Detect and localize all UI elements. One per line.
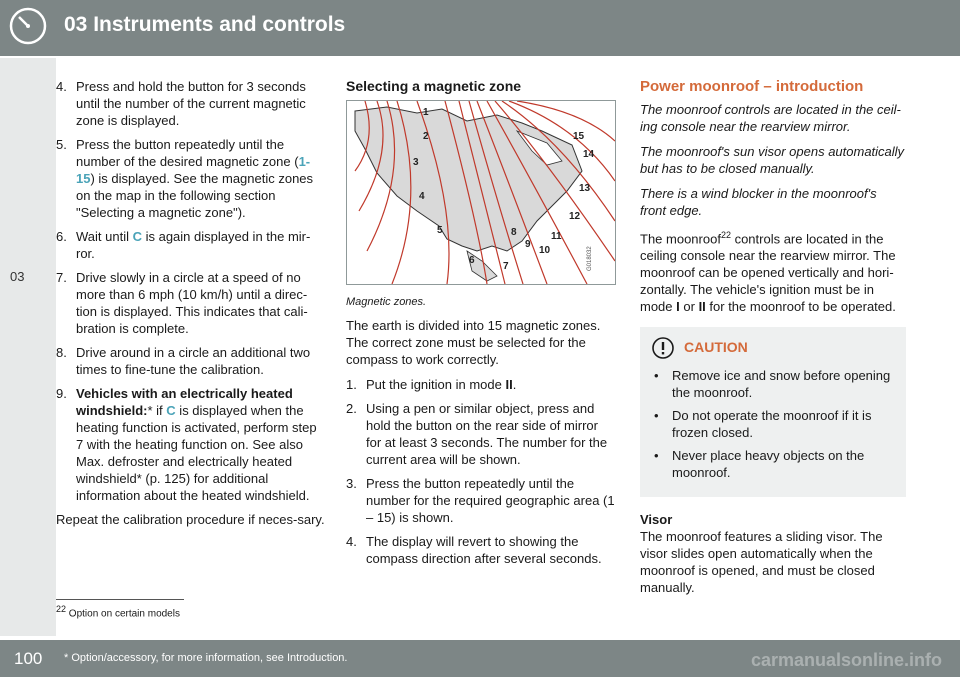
calibration-steps — [56, 78, 326, 504]
zone-label: 14 — [583, 149, 595, 160]
gauge-icon — [8, 6, 48, 46]
list-item: 6. Wait until C is again displayed in the mir-ror. — [56, 229, 311, 261]
page-footer — [0, 640, 960, 677]
page-number: 100 — [14, 649, 43, 668]
zone-range-link[interactable]: 1-15 — [76, 154, 311, 186]
zone-steps — [346, 376, 616, 567]
zone-label: 1 — [423, 107, 429, 118]
zone-label: 6 — [469, 255, 475, 266]
caution-list — [650, 367, 896, 481]
zone-label: 15 — [573, 131, 585, 142]
magnetic-zone-map — [346, 100, 616, 285]
section-title: Selecting a magnetic zone — [346, 78, 522, 94]
list-item: • Do not operate the moonroof if it is frozen closed. — [654, 408, 872, 441]
footnote-divider — [56, 599, 184, 600]
intro-italic: The moonroof's sun visor opens automatically but has to be closed manually. — [640, 144, 905, 176]
watermark: carmanualsonline.info — [750, 650, 942, 670]
figure-caption: Magnetic zones. — [346, 296, 427, 308]
visor-title: Visor — [640, 512, 673, 528]
list-item: 8. Drive around in a circle an additional two times to fine-tune the calibration. — [56, 345, 311, 377]
chapter-tab[interactable] — [0, 58, 56, 636]
list-item: 4. The display will revert to showing the compass direction after several seconds. — [346, 534, 602, 566]
list-item: 1. Put the ignition in mode II. — [346, 377, 517, 392]
list-item: 7. Drive slowly in a circle at a speed of no more than 6 mph (10 km/h) until a direc-tion is displayed. This indicates that cali-bration is complete. — [56, 270, 308, 336]
zone-label: 13 — [579, 183, 591, 194]
page-title: 03 Instruments and controls — [64, 13, 346, 36]
zone-label: 11 — [551, 231, 562, 242]
zone-intro: The earth is divided into 15 magnetic zones. The correct zone must be selected for the compass to work correctly. — [346, 318, 601, 367]
zone-label: 10 — [539, 245, 551, 256]
figure-code: G018032 — [587, 246, 593, 271]
caution-box — [640, 327, 906, 497]
calibration-closing: Repeat the calibration procedure if neces-sary. — [56, 512, 325, 527]
zone-label: 12 — [569, 211, 581, 222]
footer-note: * Option/accessory, for more information, see Introduction. — [64, 652, 348, 664]
footnote: $^{22}$ Option on certain models — [56, 604, 180, 620]
list-item: 5. Press the button repeatedly until the number of the desired magnetic zone (1-15) is displayed. See the magnetic zones on the map in the following section "Selecting a magnetic zone"). — [56, 137, 314, 220]
column-magnetic-zone — [346, 78, 616, 574]
visor-text: The moonroof features a sliding visor. The visor slides open automatically when the moonroof is opened, and must be closed manually. — [640, 529, 883, 596]
list-item: 2. Using a pen or similar object, press and hold the button on the rear side of mirror for at least 3 seconds. The number for the current area will be shown. — [346, 401, 608, 467]
list-item: 3. Press the button repeatedly until the number for the required geographic area (1 – 15) is shown. — [346, 476, 615, 525]
list-item: • Remove ice and snow before opening the moonroof. — [654, 368, 891, 401]
column-moonroof — [640, 78, 906, 604]
warning-icon — [652, 337, 674, 359]
zone-label: 2 — [423, 131, 429, 142]
page-header — [0, 0, 960, 56]
intro-italic: The moonroof controls are located in the ceil-ing console near the rearview mirror. — [640, 102, 901, 134]
zone-label: 4 — [419, 191, 425, 202]
list-item: 9. Vehicles with an electrically heated windshield:* if C is displayed when the heating function is activated, perform step 7 with the heating function on. See also Max. defroster and electrically heated windshield* (p. 125) for additional information about the heated windshield. — [56, 386, 317, 503]
section-title: Power moonroof – introduction — [640, 78, 864, 95]
zone-label: 8 — [511, 227, 517, 238]
zone-label: 7 — [503, 261, 509, 272]
list-item: • Never place heavy objects on the moonroof. — [654, 448, 865, 481]
zone-label: 3 — [413, 157, 419, 168]
list-item: 4. Press and hold the button for 3 seconds until the number of the current magnetic zone is displayed. — [56, 79, 306, 128]
chapter-tab-label: 03 — [10, 269, 25, 284]
column-calibration — [56, 78, 326, 536]
moonroof-paragraph: The moonroof$^{22}$ controls are located in the ceiling console near the rearview mirror. The moonroof can be opened vertically and hori-zontally. The vehicle's ignition must be in mode I or II for the moonroof to be operated. — [640, 230, 896, 315]
intro-italic: There is a wind blocker in the moonroof's front edge. — [640, 186, 877, 218]
zone-label: 9 — [525, 239, 531, 250]
caution-title: CAUTION — [684, 339, 748, 356]
zone-label: 5 — [437, 225, 443, 236]
